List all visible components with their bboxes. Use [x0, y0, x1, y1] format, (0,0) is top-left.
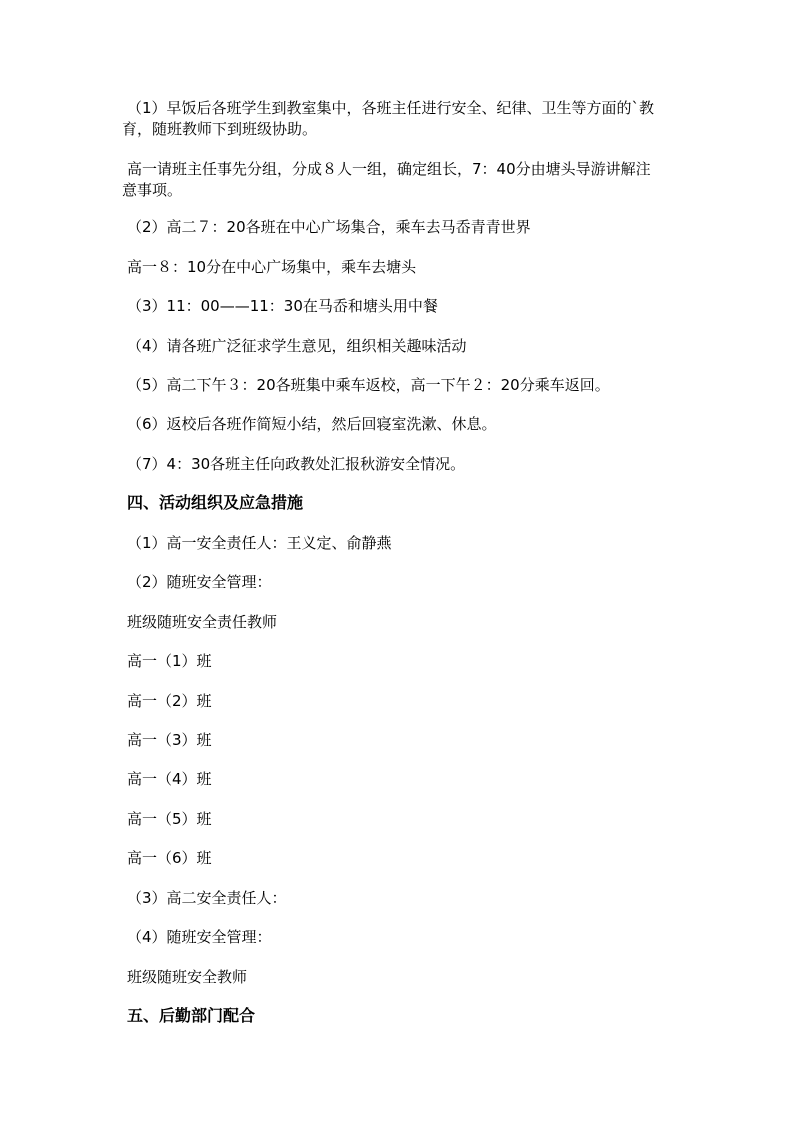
class-item-3: 高一（3）班 — [127, 731, 212, 749]
paragraph-3: （2）高二７：20各班在中心广场集合，乘车去马岙青青世界 — [127, 218, 531, 236]
paragraph-5: （3）11：00——11：30在马岙和塘头用中餐 — [127, 297, 438, 315]
paragraph-2-line-2: 意事项。 — [122, 181, 183, 199]
paragraph-4: 高一８：10分在中心广场集中，乘车去塘头 — [127, 258, 417, 276]
paragraph-10: （1）高一安全责任人：王义定、俞静燕 — [127, 534, 392, 552]
class-item-5: 高一（5）班 — [127, 810, 212, 828]
class-item-1: 高一（1）班 — [127, 652, 212, 670]
paragraph-1-line-1: （1）早饭后各班学生到教室集中，各班主任进行安全、纪律、卫生等方面的`教 — [127, 99, 655, 117]
paragraph-7: （5）高二下午３：20各班集中乘车返校，高一下午２：20分乘车返回。 — [127, 376, 610, 394]
paragraph-11: （2）随班安全管理： — [127, 573, 272, 591]
paragraph-8: （6）返校后各班作简短小结，然后回寝室洗漱、休息。 — [127, 415, 497, 433]
paragraph-6: （4）请各班广泛征求学生意见，组织相关趣味活动 — [127, 337, 467, 355]
class-item-2: 高一（2）班 — [127, 692, 212, 710]
class-item-6: 高一（6）班 — [127, 849, 212, 867]
paragraph-13: （3）高二安全责任人： — [127, 889, 287, 907]
paragraph-15: 班级随班安全教师 — [127, 968, 248, 986]
paragraph-14: （4）随班安全管理： — [127, 928, 272, 946]
section-heading-5: 五、后勤部门配合 — [127, 1006, 256, 1025]
paragraph-2-line-1: 高一请班主任事先分组，分成８人一组，确定组长，7：40分由塘头导游讲解注 — [127, 160, 651, 178]
class-item-4: 高一（4）班 — [127, 770, 212, 788]
paragraph-12: 班级随班安全责任教师 — [127, 613, 278, 631]
paragraph-1-line-2: 育，随班教师下到班级协助。 — [122, 120, 318, 138]
section-heading-4: 四、活动组织及应急措施 — [127, 493, 304, 512]
paragraph-9: （7）4：30各班主任向政教处汇报秋游安全情况。 — [127, 455, 466, 473]
